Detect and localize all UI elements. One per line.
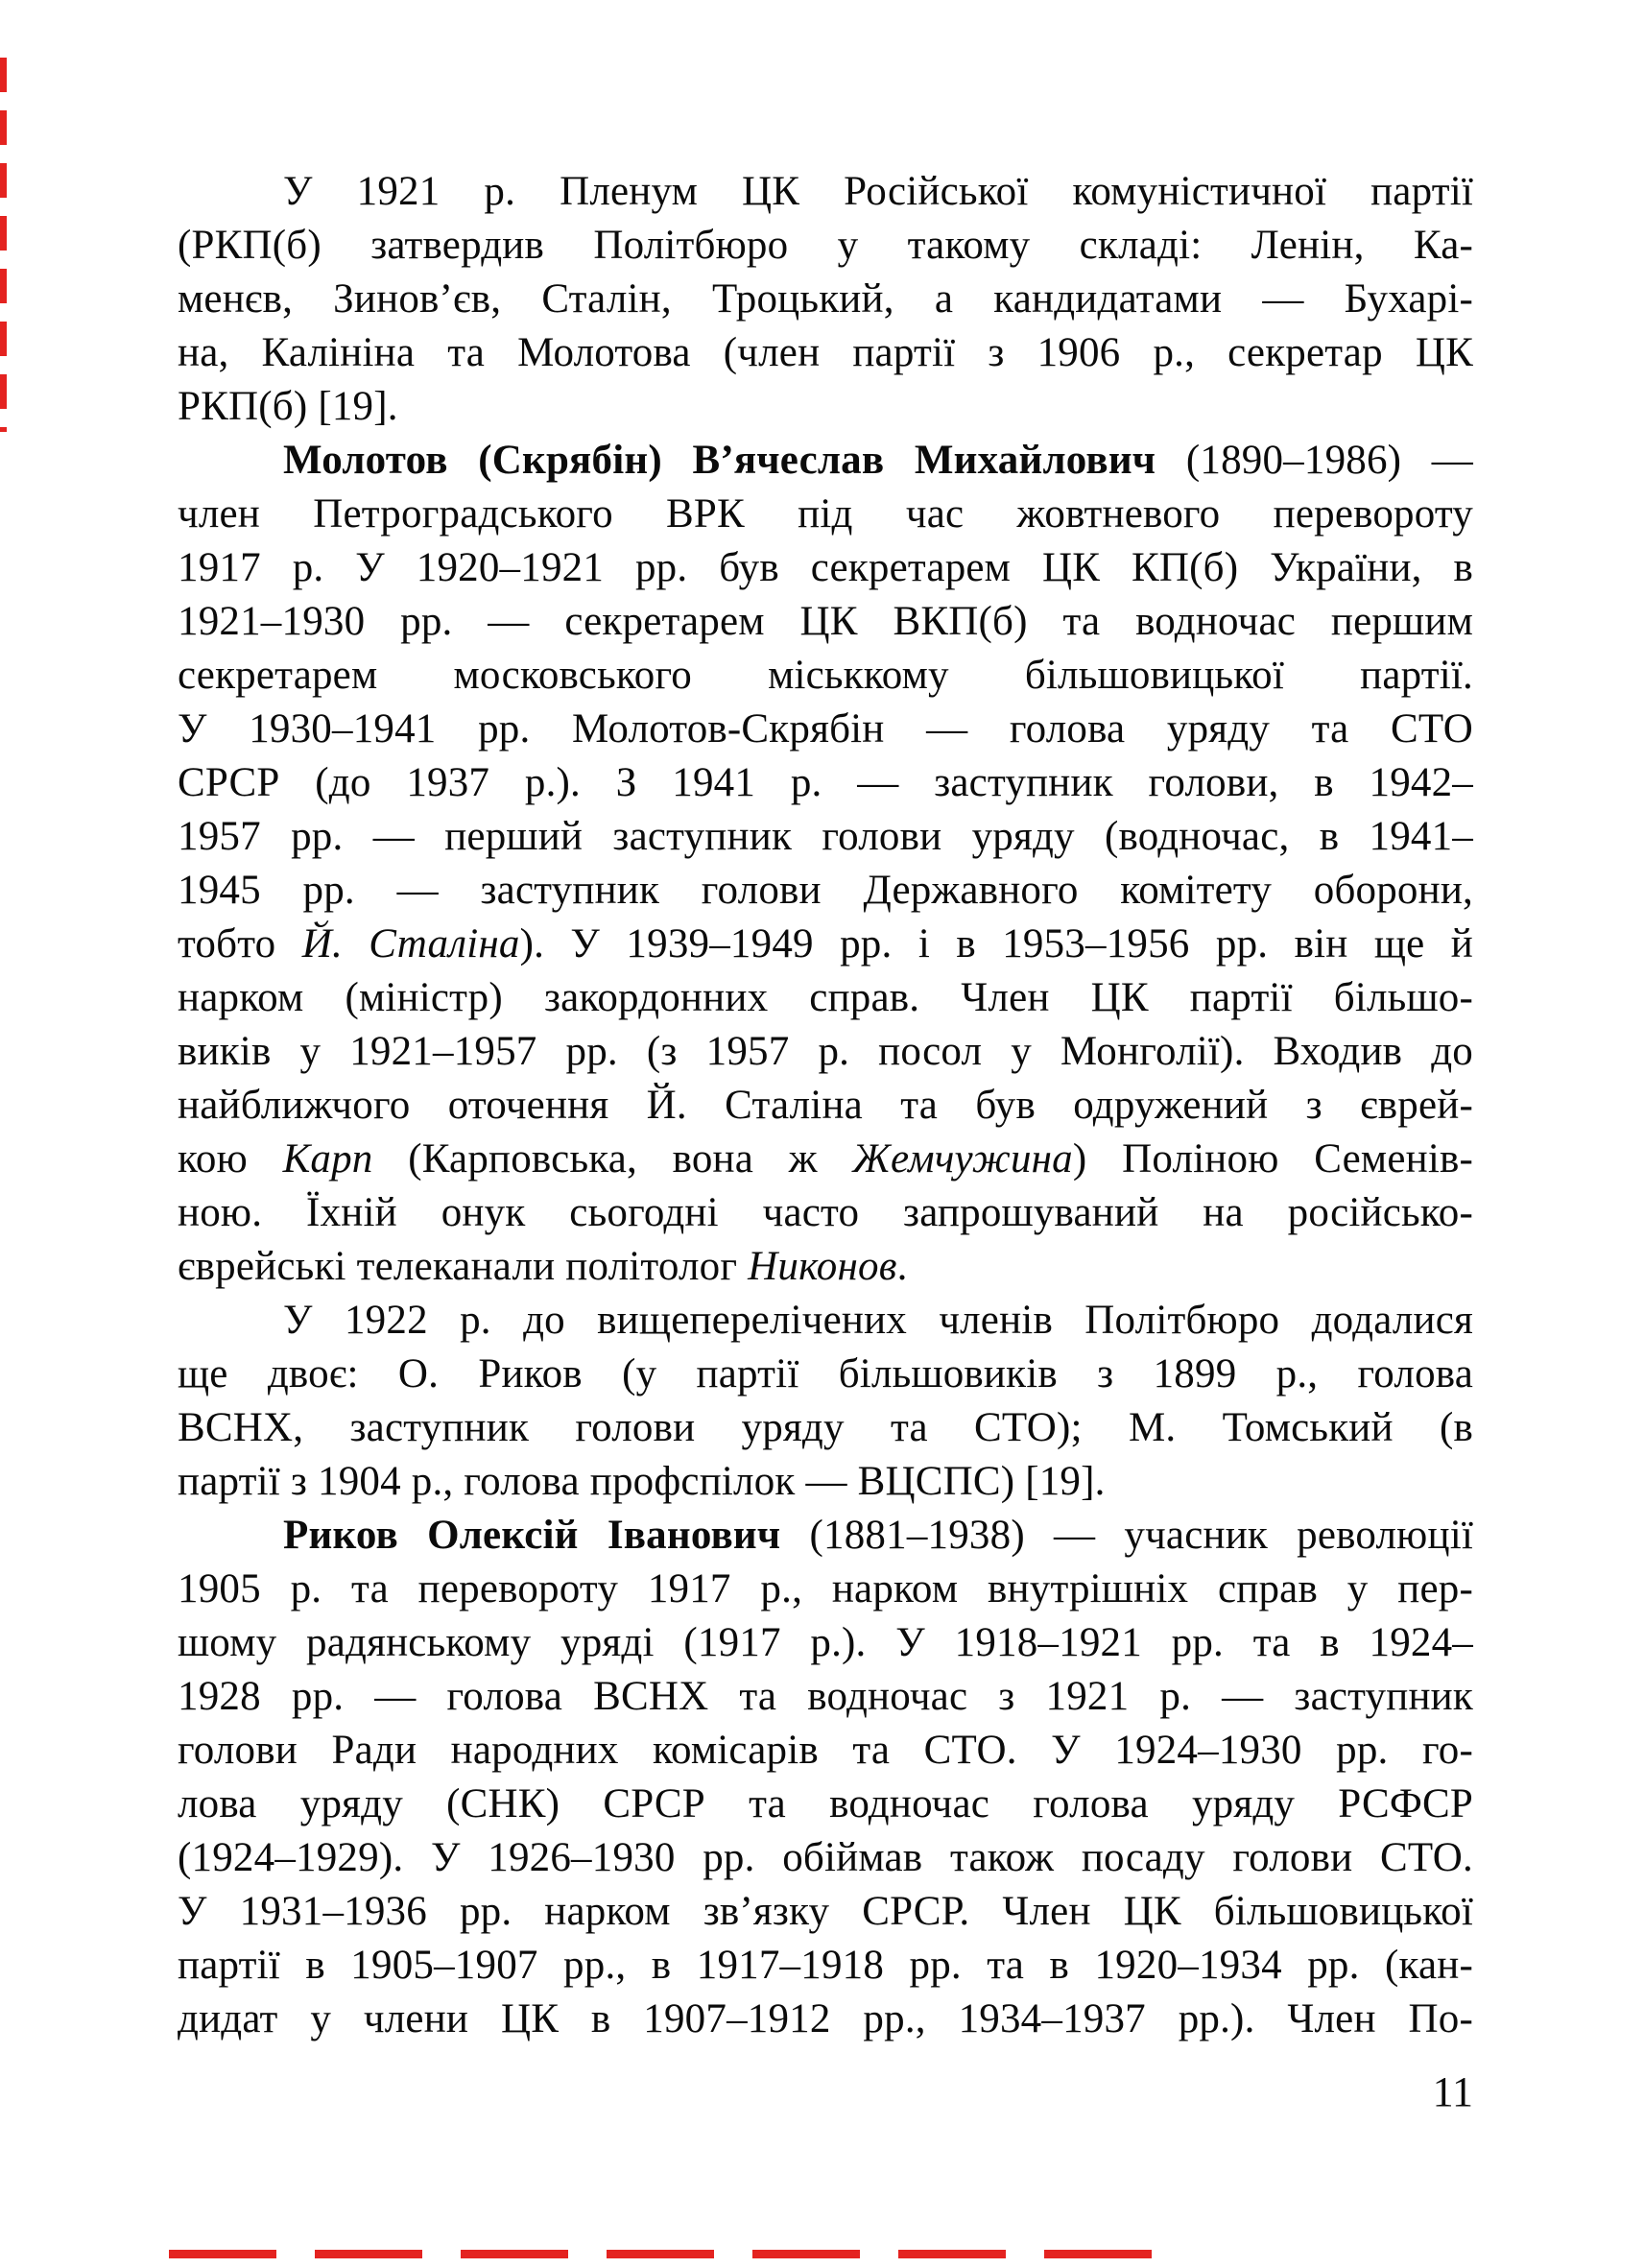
body-text: ною. Їхній онук сьогодні часто запрошуваний на російсько- — [178, 1190, 1473, 1235]
body-text: менєв, Зинов’єв, Сталін, Троцький, а кандидатами — Бухарі- — [178, 276, 1473, 322]
scan-edge-mark-left — [0, 58, 7, 432]
body-text: У 1921 р. Пленум ЦК Російської комуністичної партії — [283, 169, 1473, 214]
body-text: дидат у члени ЦК в 1907–1912 рр., 1934–1937 рр.). Член По- — [178, 1996, 1473, 2041]
body-text: (Карповська, вона ж — [372, 1136, 853, 1182]
text-line — [178, 541, 1473, 595]
body-text: ) Поліною Семенів- — [1072, 1136, 1474, 1182]
text-line — [178, 595, 1473, 649]
text-line — [178, 971, 1473, 1025]
body-text: У 1922 р. до вищеперелічених членів Політбюро додалися — [283, 1298, 1473, 1343]
text-line — [178, 1993, 1473, 2046]
bold-name-text: Риков Олексій Іванович — [283, 1513, 781, 1558]
text-line — [178, 1939, 1473, 1993]
body-text: нарком (міністр) закордонних справ. Член ЦК партії більшо- — [178, 975, 1473, 1020]
body-text: (1890–1986) — — [1156, 438, 1473, 483]
body-text: єврейські телеканали політолог — [178, 1244, 749, 1289]
text-line — [178, 1025, 1473, 1079]
text-line — [178, 434, 1473, 488]
text-line — [178, 1133, 1473, 1186]
body-text: ще двоє: О. Риков (у партії більшовиків з 1899 р., голова — [178, 1351, 1473, 1397]
body-text: (1924–1929). У 1926–1930 рр. обіймав також посаду голови СТО. — [178, 1835, 1473, 1880]
text-line — [178, 1778, 1473, 1831]
body-text: ). У 1939–1949 рр. і в 1953–1956 рр. він ще й — [519, 921, 1474, 967]
text-line — [178, 1670, 1473, 1724]
text-line — [178, 165, 1473, 219]
page-text — [178, 165, 1473, 2046]
page-number: 11 — [1432, 2068, 1473, 2115]
body-text: шому радянському уряді (1917 р.). У 1918–1921 рр. та в 1924– — [178, 1620, 1473, 1665]
text-line — [178, 488, 1473, 541]
text-line — [178, 703, 1473, 756]
text-line — [178, 918, 1473, 971]
body-text: 1928 рр. — голова ВСНХ та водночас з 1921 р. — заступник — [178, 1674, 1473, 1719]
italic-text: Й. Сталіна — [301, 921, 520, 967]
text-line — [178, 1885, 1473, 1939]
text-line — [178, 326, 1473, 380]
body-text: ВСНХ, заступник голови уряду та СТО); М. Томський (в — [178, 1405, 1473, 1450]
text-line — [178, 1563, 1473, 1616]
body-text: голови Ради народних комісарів та СТО. У 1924–1930 рр. го- — [178, 1728, 1473, 1773]
text-line — [178, 810, 1473, 864]
italic-text: Карп — [282, 1136, 373, 1182]
bold-name-text: Молотов (Скрябін) В’ячеслав Михайлович — [283, 438, 1156, 483]
body-text: партії в 1905–1907 рр., в 1917–1918 рр. та в 1920–1934 рр. (кан- — [178, 1943, 1473, 1988]
text-line — [178, 273, 1473, 326]
text-line — [178, 1831, 1473, 1885]
body-text: У 1930–1941 рр. Молотов-Скрябін — голова уряду та СТО — [178, 706, 1473, 752]
text-line — [178, 1616, 1473, 1670]
text-line — [178, 1509, 1473, 1563]
text-line — [178, 1724, 1473, 1778]
body-text: найближчого оточення Й. Сталіна та був одружений з єврей- — [178, 1083, 1473, 1128]
body-text: (РКП(б) затвердив Політбюро у такому складі: Ленін, Ка- — [178, 223, 1473, 268]
body-text: 1957 рр. — перший заступник голови уряду (водночас, в 1941– — [178, 814, 1473, 859]
text-line — [178, 1240, 1473, 1294]
body-text: виків у 1921–1957 рр. (з 1957 р. посол у Монголії). Входив до — [178, 1029, 1473, 1074]
body-text: РКП(б) [19]. — [178, 384, 398, 429]
body-text: У 1931–1936 рр. нарком зв’язку СРСР. Член ЦК більшовицької — [178, 1889, 1473, 1934]
text-line — [178, 1455, 1473, 1509]
text-line — [178, 1348, 1473, 1401]
body-text: 1945 рр. — заступник голови Державного комітету оборони, — [178, 868, 1473, 913]
body-text: партії з 1904 р., голова профспілок — ВЦСПС) [19]. — [178, 1459, 1106, 1504]
body-text: тобто — [178, 921, 302, 967]
text-line — [178, 1401, 1473, 1455]
body-text: 1921–1930 рр. — секретарем ЦК ВКП(б) та водночас першим — [178, 599, 1473, 644]
text-line — [178, 1079, 1473, 1133]
body-text: (1881–1938) — учасник революції — [780, 1513, 1473, 1558]
body-text: член Петроградського ВРК під час жовтневого перевороту — [178, 491, 1473, 537]
body-text: секретарем московського міськкому більшовицької партії. — [178, 653, 1473, 698]
body-text: . — [896, 1244, 908, 1289]
text-line — [178, 380, 1473, 434]
text-line — [178, 219, 1473, 273]
italic-text: Жемчужина — [852, 1136, 1073, 1182]
body-text: 1917 р. У 1920–1921 рр. був секретарем ЦК КП(б) України, в — [178, 545, 1473, 590]
body-text: кою — [178, 1136, 283, 1182]
body-text: 1905 р. та перевороту 1917 р., нарком внутрішніх справ у пер- — [178, 1566, 1473, 1611]
text-line — [178, 756, 1473, 810]
text-line — [178, 864, 1473, 918]
body-text: на, Калініна та Молотова (член партії з 1906 р., секретар ЦК — [178, 330, 1473, 375]
body-text: лова уряду (СНК) СРСР та водночас голова уряду РСФСР — [178, 1781, 1473, 1826]
italic-text: Никонов — [748, 1244, 897, 1289]
text-line — [178, 1186, 1473, 1240]
scan-edge-mark-bottom — [169, 2250, 1182, 2258]
body-text: СРСР (до 1937 р.). З 1941 р. — заступник голови, в 1942– — [178, 760, 1473, 805]
text-line — [178, 649, 1473, 703]
text-line — [178, 1294, 1473, 1348]
